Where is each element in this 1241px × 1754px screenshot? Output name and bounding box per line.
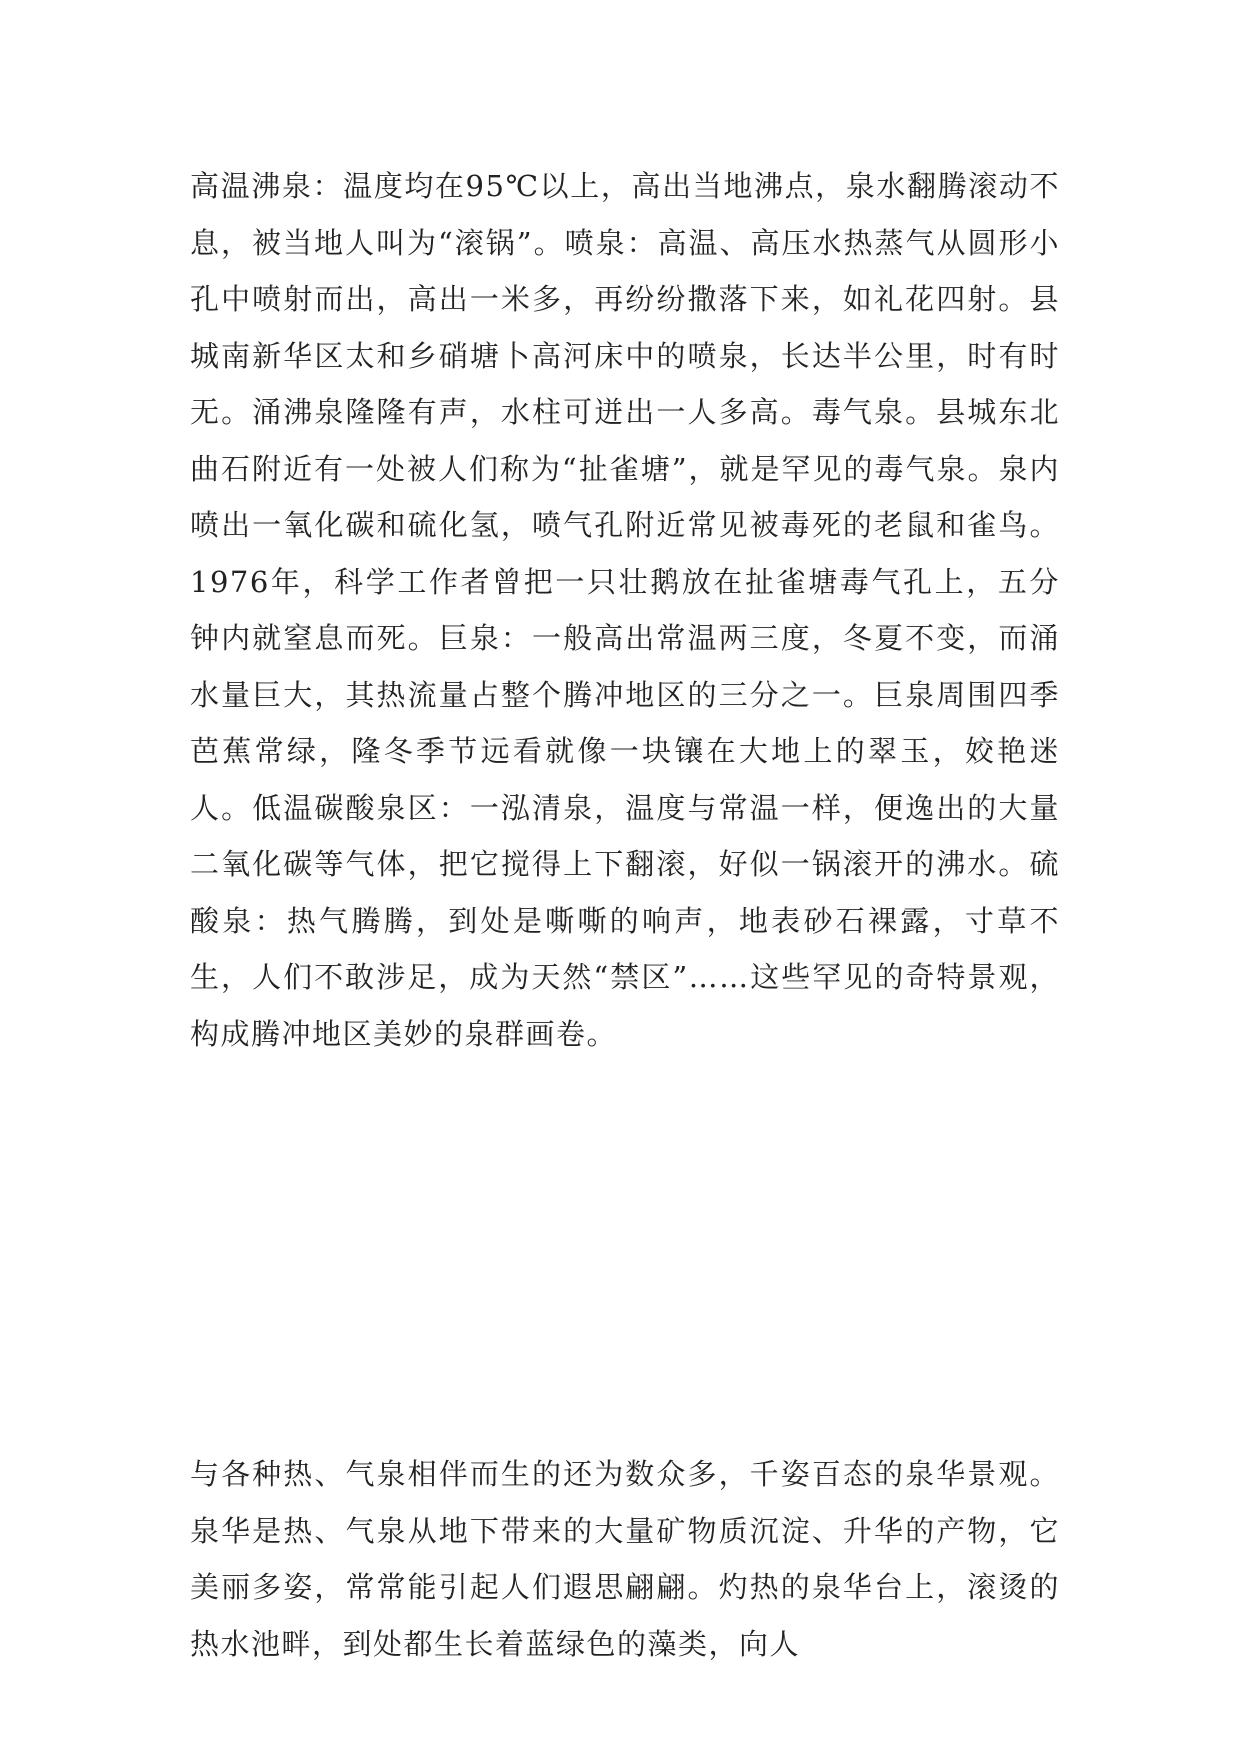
paragraph-spring-sinter: 与各种热、气泉相伴而生的还为数众多，千姿百态的泉华景观。泉华是热、气泉从地下带来的大量矿物质沉淀、升华的产物，它美丽多姿，常常能引起人们遐思翩翩。灼热的泉华台上，滚烫的热水池畔，到处都生长着蓝绿色的藻类，向人 [190,1457,1060,1661]
paragraph-hot-springs-types: 高温沸泉：温度均在95℃以上，高出当地沸点，泉水翻腾滚动不息，被当地人叫为“滚锅”。喷泉：高温、高压水热蒸气从圆形小孔中喷射而出，高出一米多，再纷纷撒落下来，如礼花四射。县城南新华区太和乡硝塘卜高河床中的喷泉，长达半公里，时有时无。涌沸泉隆隆有声，水柱可迸出一人多高。毒气泉。县城东北曲石附近有一处被人们称为“扯雀塘”，就是罕见的毒气泉。泉内喷出一氧化碳和硫化氢，喷气孔附近常见被毒死的老鼠和雀鸟。1976年，科学工作者曾把一只壮鹅放在扯雀塘毒气孔上，五分钟内就窒息而死。巨泉：一般高出常温两三度，冬夏不变，而涌水量巨大，其热流量占整个腾冲地区的三分之一。巨泉周围四季芭蕉常绿，隆冬季节远看就像一块镶在大地上的翠玉，姣艳迷人。低温碳酸泉区：一泓清泉，温度与常温一样，便逸出的大量二氧化碳等气体，把它搅得上下翻滚，好似一锅滚开的沸水。硫酸泉：热气腾腾，到处是嘶嘶的响声，地表砂石裸露，寸草不生，人们不敢涉足，成为天然“禁区”……这些罕见的奇特景观，构成腾冲地区美妙的泉群画卷。 [190,169,1060,1051]
